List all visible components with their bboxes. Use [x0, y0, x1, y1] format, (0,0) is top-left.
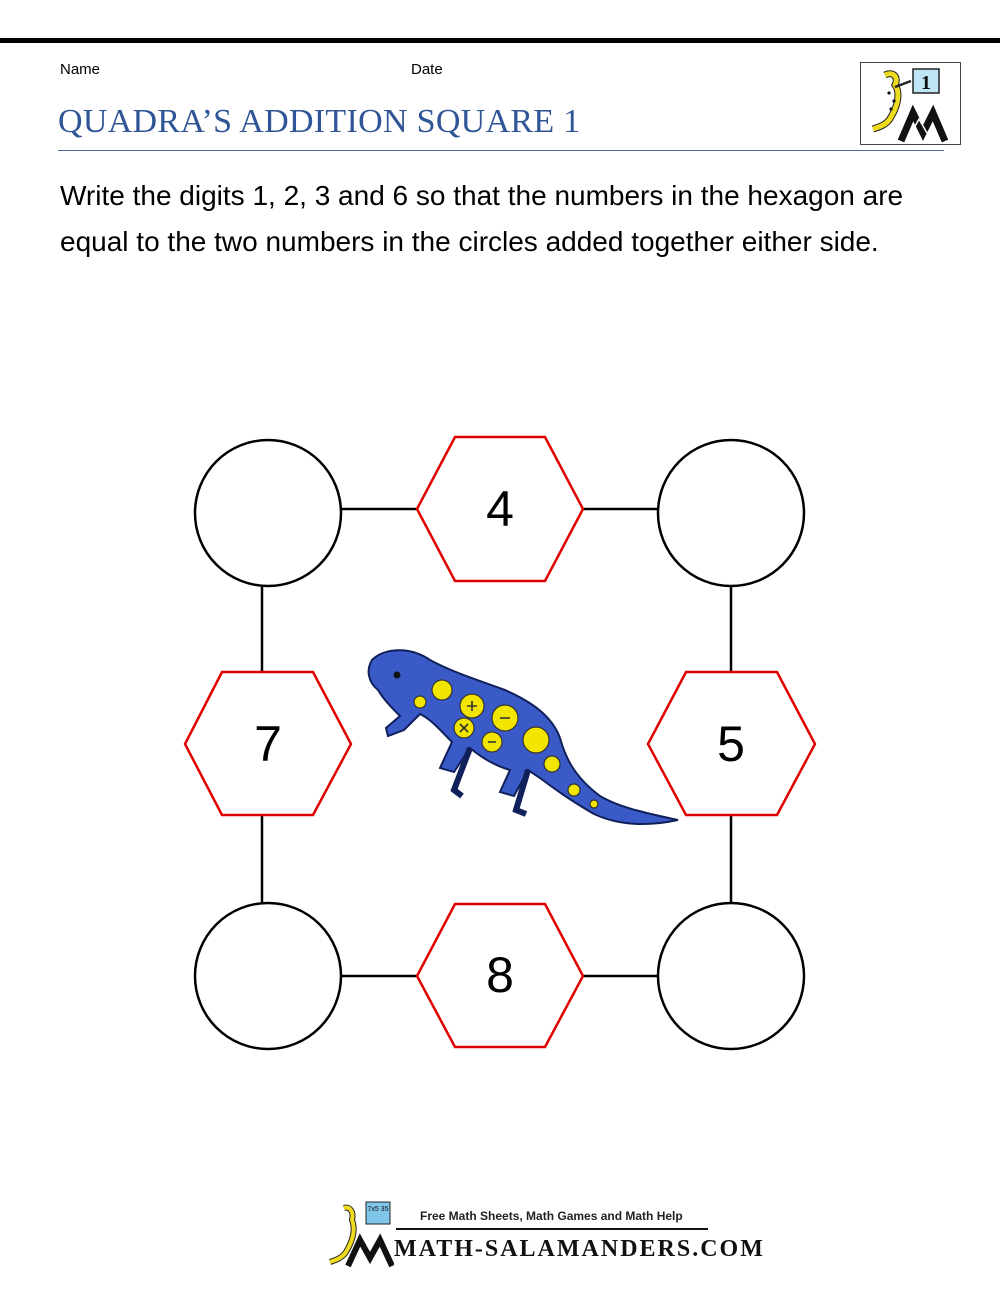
answer-circle-top-right[interactable] [658, 440, 804, 586]
salamander-footer-logo-icon [326, 1198, 394, 1268]
answer-circle-bottom-left[interactable] [195, 903, 341, 1049]
page-title: QUADRA’S ADDITION SQUARE 1 [58, 103, 581, 140]
salamander-icon [369, 650, 678, 824]
hexagon-left-value: 7 [254, 716, 282, 772]
instructions: Write the digits 1, 2, 3 and 6 so that the numbers in the hexagon are equal to the two numbers in the circles added together either side. [60, 180, 904, 257]
footer-tagline: Free Math Sheets, Math Games and Math Help [420, 1209, 683, 1223]
answer-circle-bottom-right[interactable] [658, 903, 804, 1049]
footer-divider [396, 1228, 708, 1230]
name-label: Name [60, 61, 101, 78]
hexagon-right-value: 5 [717, 716, 745, 772]
footer-logo-badge: 7x5 35 [367, 1206, 389, 1213]
date-label: Date [411, 61, 443, 78]
hexagon-top-value: 4 [486, 481, 514, 537]
logo-badge-number: 1 [921, 72, 931, 94]
answer-circle-top-left[interactable] [195, 440, 341, 586]
footer-site-link[interactable]: MATH-SALAMANDERS.COM [394, 1236, 765, 1262]
hexagon-bottom-value: 8 [486, 947, 514, 1003]
